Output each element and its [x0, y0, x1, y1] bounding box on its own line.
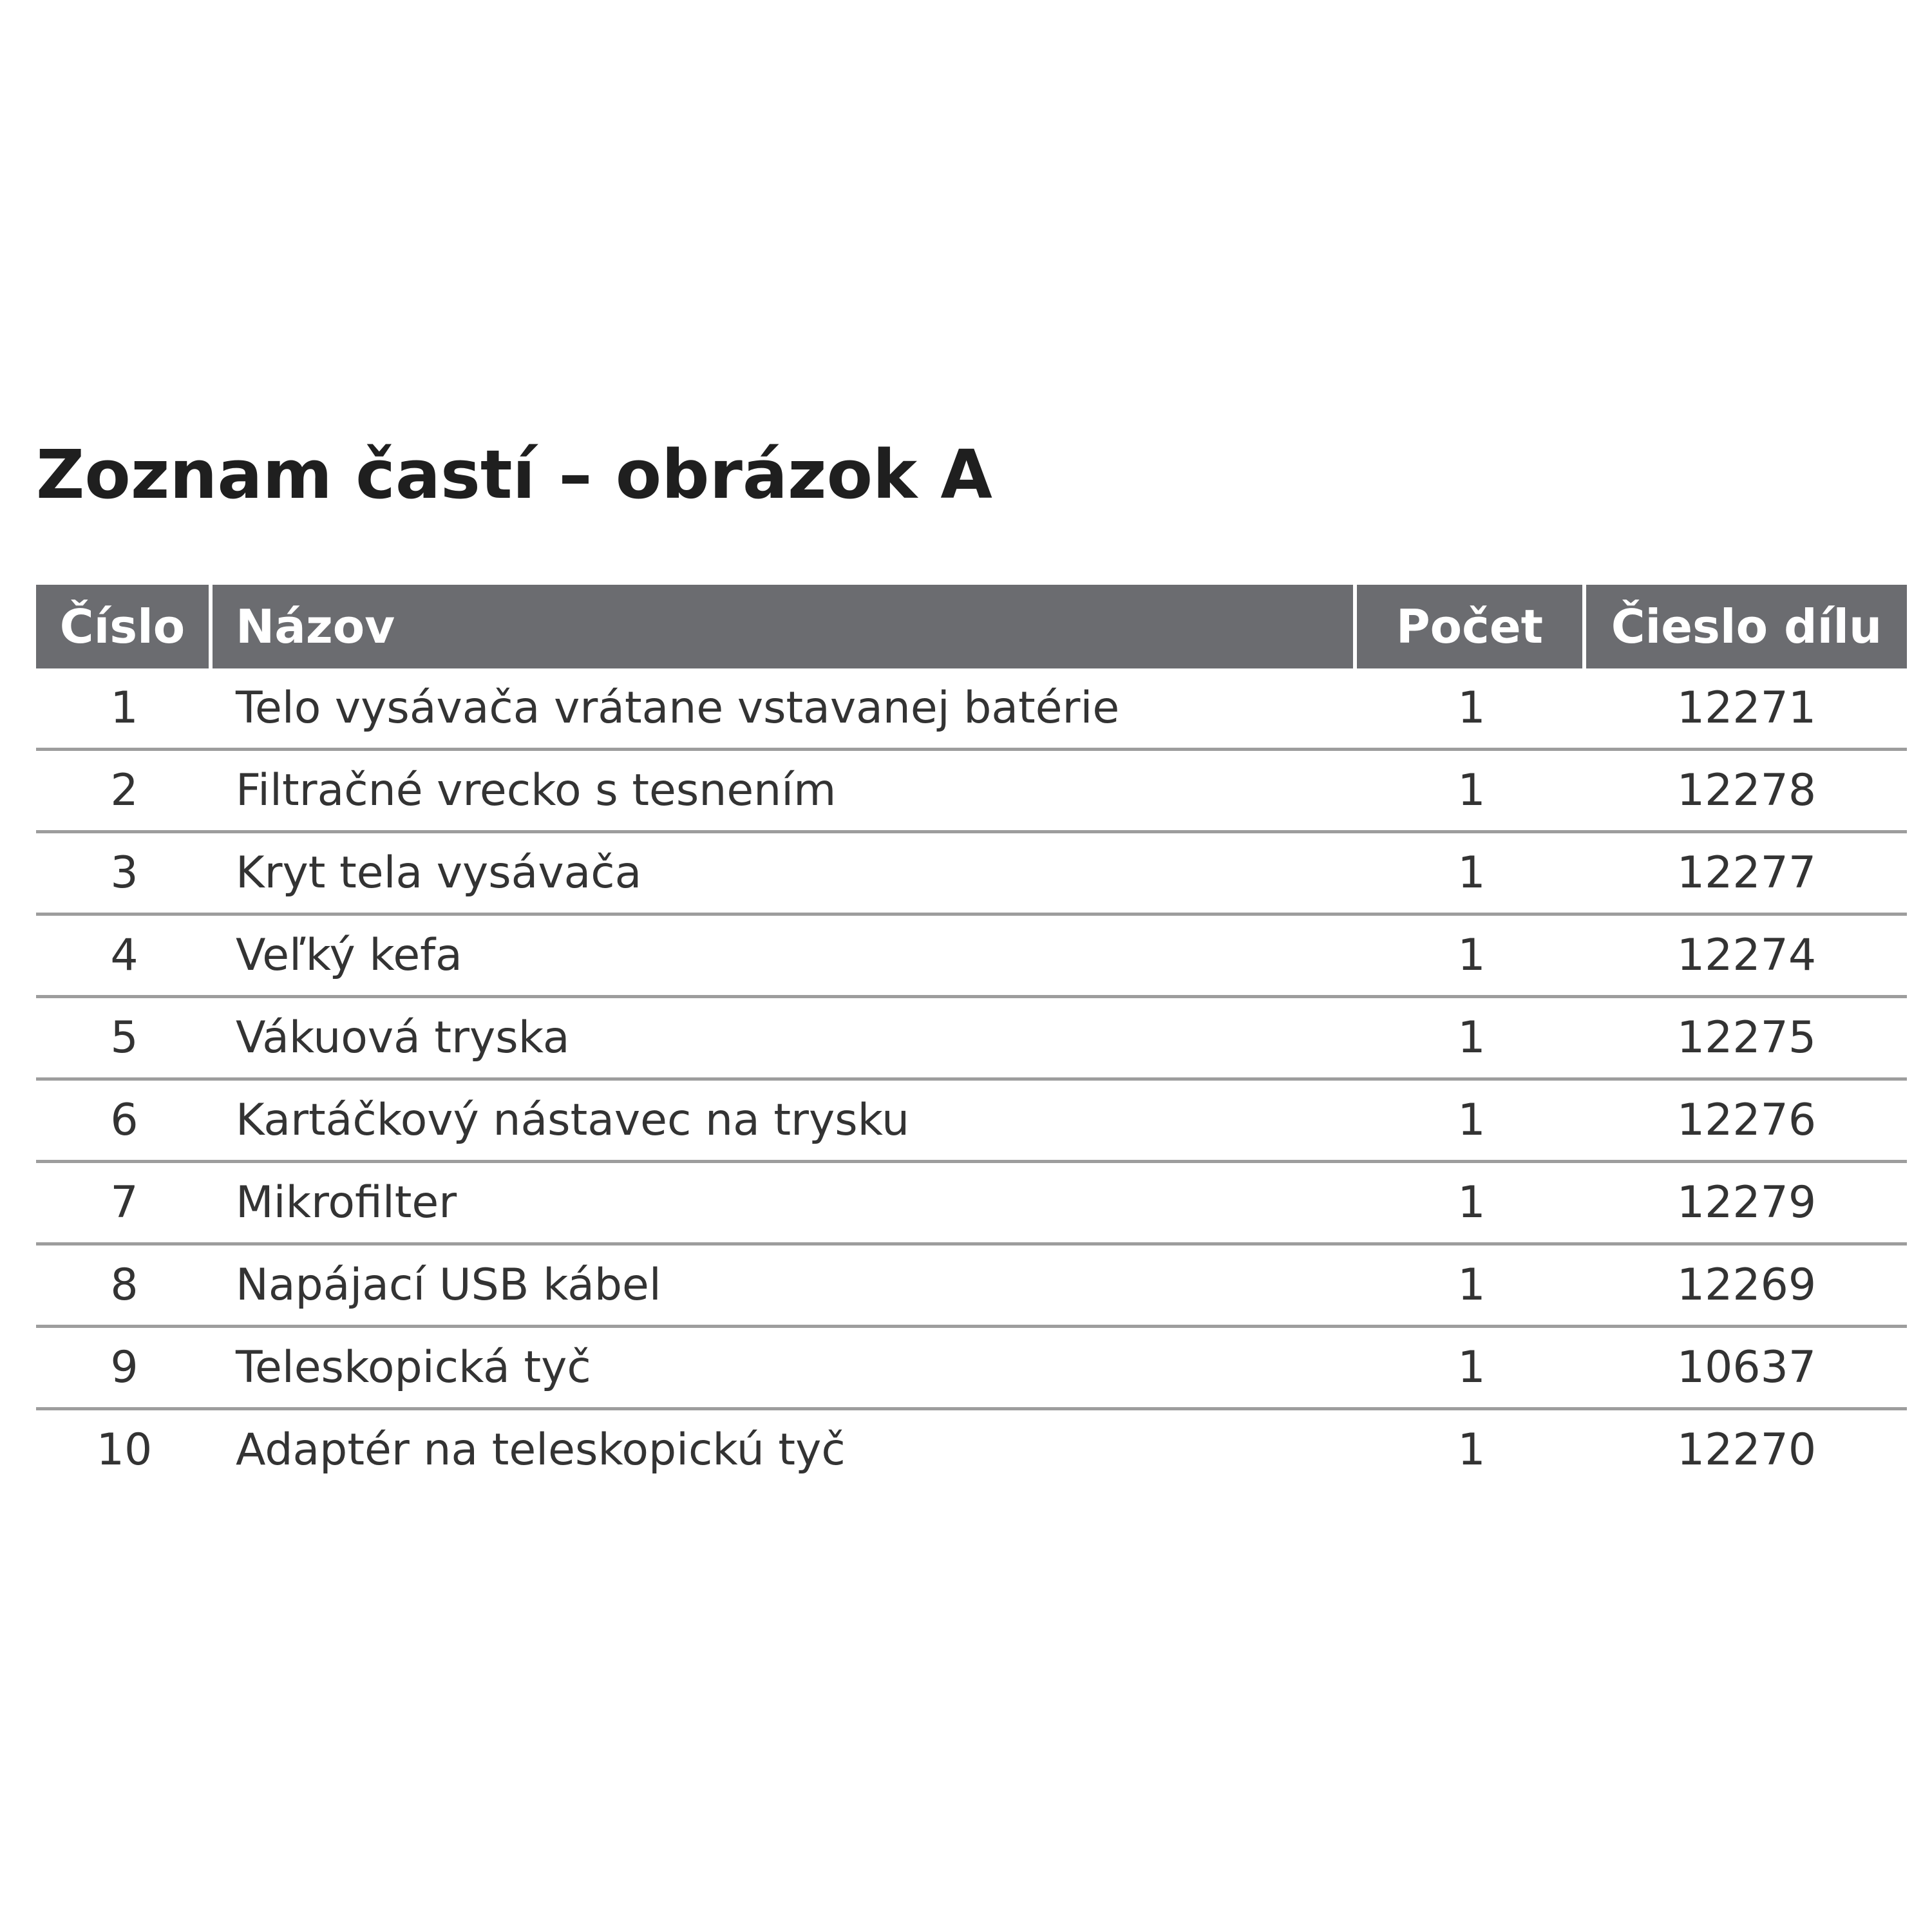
column-header-number: Číslo — [36, 585, 213, 668]
cell-part-number: 12270 — [1676, 1425, 1817, 1475]
cell-number: 9 — [36, 1328, 213, 1410]
cell-number: 1 — [36, 668, 213, 751]
table-row — [36, 751, 1907, 833]
cell-number: 6 — [36, 1081, 213, 1163]
table-header-row — [36, 585, 1907, 668]
column-header-quantity: Počet — [1357, 585, 1586, 668]
column-header-name: Názov — [213, 585, 1357, 668]
cell-quantity: 1 — [1357, 668, 1586, 751]
cell-part-number: 12269 — [1586, 1245, 1907, 1328]
cell-quantity: 1 — [1457, 1425, 1486, 1475]
table-row — [36, 1410, 1907, 1490]
cell-quantity: 1 — [1357, 1081, 1586, 1163]
cell-number: 8 — [36, 1245, 213, 1328]
cell-part-number: 12278 — [1586, 751, 1907, 833]
cell-part-number: 10637 — [1586, 1328, 1907, 1410]
cell-name: Veľký kefa — [213, 916, 1357, 998]
cell-name: Kryt tela vysávača — [213, 833, 1357, 916]
cell-name: Telo vysávača vrátane vstavanej batérie — [213, 668, 1357, 751]
cell-name: Adaptér na teleskopickú tyč — [236, 1425, 846, 1475]
table-row — [36, 998, 1907, 1081]
cell-part-number: 12279 — [1586, 1163, 1907, 1245]
cell-quantity: 1 — [1357, 833, 1586, 916]
table-body — [36, 668, 1907, 1490]
cell-number: 10 — [96, 1425, 153, 1475]
column-header-part-number: Čieslo dílu — [1586, 585, 1907, 668]
table-row — [36, 916, 1907, 998]
cell-name: Kartáčkový nástavec na trysku — [213, 1081, 1357, 1163]
cell-part-number: 12277 — [1586, 833, 1907, 916]
cell-quantity: 1 — [1357, 916, 1586, 998]
table-row — [36, 1163, 1907, 1245]
cell-quantity: 1 — [1357, 998, 1586, 1081]
page-title: Zoznam častí – obrázok A — [36, 435, 992, 514]
cell-number: 2 — [36, 751, 213, 833]
table-row — [36, 668, 1907, 751]
cell-part-number: 12274 — [1586, 916, 1907, 998]
cell-name: Napájací USB kábel — [213, 1245, 1357, 1328]
cell-number: 4 — [36, 916, 213, 998]
table-header — [36, 585, 1907, 668]
cell-quantity: 1 — [1357, 1163, 1586, 1245]
cell-number: 3 — [36, 833, 213, 916]
cell-quantity: 1 — [1357, 1328, 1586, 1410]
cell-part-number: 12271 — [1586, 668, 1907, 751]
cell-number: 7 — [36, 1163, 213, 1245]
cell-quantity: 1 — [1357, 751, 1586, 833]
table-row — [36, 1328, 1907, 1410]
parts-table — [36, 585, 1907, 1490]
table-row — [36, 1081, 1907, 1163]
cell-quantity: 1 — [1357, 1245, 1586, 1328]
cell-number: 5 — [36, 998, 213, 1081]
cell-name: Filtračné vrecko s tesnením — [213, 751, 1357, 833]
table-row — [36, 833, 1907, 916]
cell-name: Teleskopická tyč — [213, 1328, 1357, 1410]
cell-part-number: 12276 — [1586, 1081, 1907, 1163]
table-row — [36, 1245, 1907, 1328]
cell-part-number: 12275 — [1586, 998, 1907, 1081]
cell-name: Vákuová tryska — [213, 998, 1357, 1081]
cell-name: Mikrofilter — [213, 1163, 1357, 1245]
